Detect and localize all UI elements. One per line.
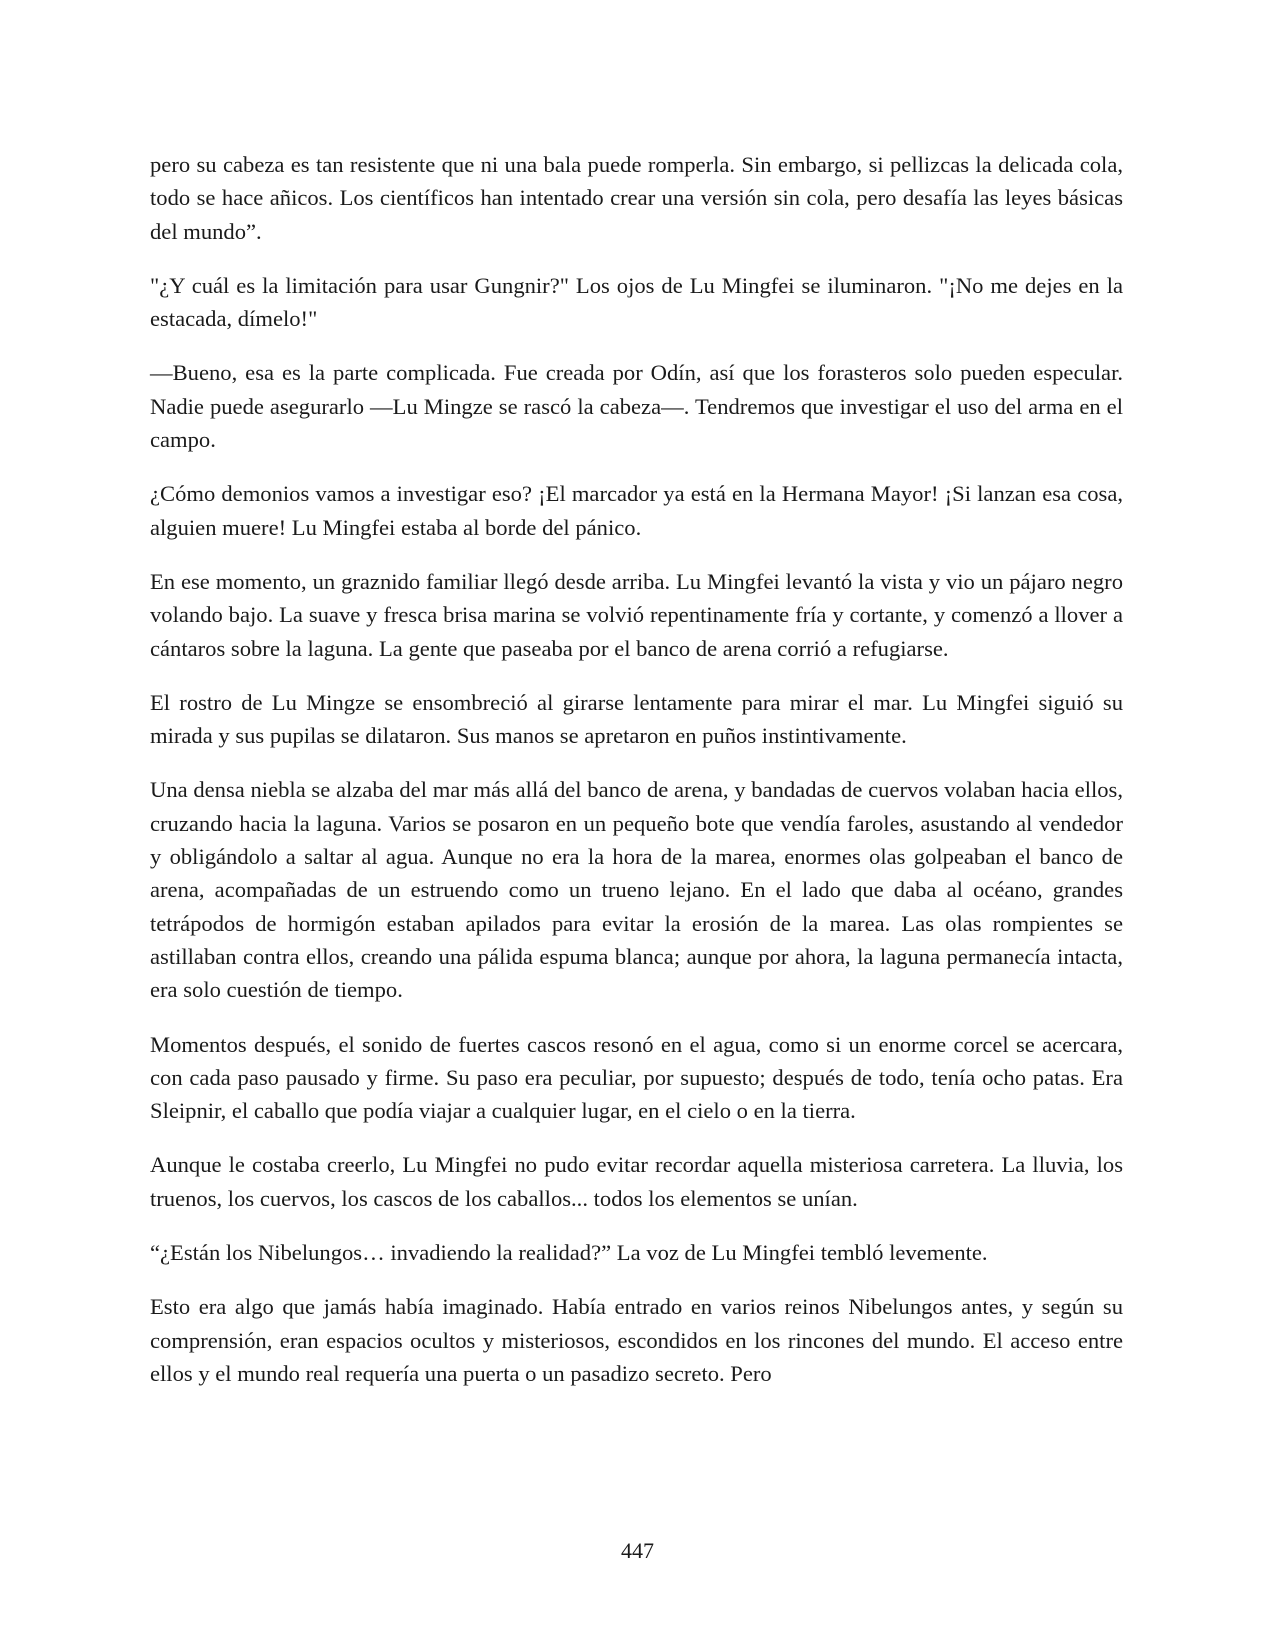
paragraph: Esto era algo que jamás había imaginado. Había entrado en varios reinos Nibelungos antes, y según su comprensión, eran espacios ocultos y misteriosos, escondidos en los rincones del mundo. El acceso entre ellos y el mundo real requería una puerta o un pasadizo secreto. Pero	[150, 1294, 1123, 1386]
paragraph: ¿Cómo demonios vamos a investigar eso? ¡El marcador ya está en la Hermana Mayor! ¡Si lanzan esa cosa, alguien muere! Lu Mingfei estaba al borde del pánico.	[150, 481, 1123, 540]
paragraph: Una densa niebla se alzaba del mar más allá del banco de arena, y bandadas de cuervos volaban hacia ellos, cruzando hacia la laguna. Varios se posaron en un pequeño bote que vendía faroles, asustando al vendedor y obligándolo a saltar al agua. Aunque no era la hora de la marea, enormes olas golpeaban el banco de arena, acompañadas de un estruendo como un trueno lejano. En el lado que daba al océano, grandes tetrápodos de hormigón estaban apilados para evitar la erosión de la marea. Las olas rompientes se astillaban contra ellos, creando una pálida espuma blanca; aunque por ahora, la laguna permanecía intacta, era solo cuestión de tiempo.	[150, 777, 1123, 1003]
paragraph: El rostro de Lu Mingze se ensombreció al girarse lentamente para mirar el mar. Lu Mingfei siguió su mirada y sus pupilas se dilataron. Sus manos se apretaron en puños instintivamente.	[150, 689, 1123, 749]
paragraph: Aunque le costaba creerlo, Lu Mingfei no pudo evitar recordar aquella misteriosa carretera. La lluvia, los truenos, los cuervos, los cascos de los caballos... todos los elementos se unían.	[150, 1152, 1123, 1211]
page-number: 447	[621, 1538, 654, 1563]
body-text	[150, 148, 1123, 1411]
paragraph: pero su cabeza es tan resistente que ni una bala puede romperla. Sin embargo, si pellizcas la delicada cola, todo se hace añicos. Los científicos han intentado crear una versión sin cola, pero desafía las leyes básicas del mundo”.	[150, 152, 1123, 244]
paragraph: —Bueno, esa es la parte complicada. Fue creada por Odín, así que los forasteros solo pueden especular. Nadie puede asegurarlo —Lu Mingze se rascó la cabeza—. Tendremos que investigar el uso del arma en el campo.	[150, 360, 1123, 453]
paragraph: Momentos después, el sonido de fuertes cascos resonó en el agua, como si un enorme corcel se acercara, con cada paso pausado y firme. Su paso era peculiar, por supuesto; después de todo, tenía ocho patas. Era Sleipnir, el caballo que podía viajar a cualquier lugar, en el cielo o en la tierra.	[150, 1031, 1123, 1124]
paragraph: "¿Y cuál es la limitación para usar Gungnir?" Los ojos de Lu Mingfei se iluminaron. "¡No me dejes en la estacada, dímelo!"	[150, 272, 1123, 332]
paragraph: “¿Están los Nibelungos… invadiendo la realidad?” La voz de Lu Mingfei tembló levemente.	[150, 1240, 988, 1266]
paragraph: En ese momento, un graznido familiar llegó desde arriba. Lu Mingfei levantó la vista y vio un pájaro negro volando bajo. La suave y fresca brisa marina se volvió repentinamente fría y cortante, y comenzó a llover a cántaros sobre la laguna. La gente que paseaba por el banco de arena corrió a refugiarse.	[150, 568, 1123, 661]
